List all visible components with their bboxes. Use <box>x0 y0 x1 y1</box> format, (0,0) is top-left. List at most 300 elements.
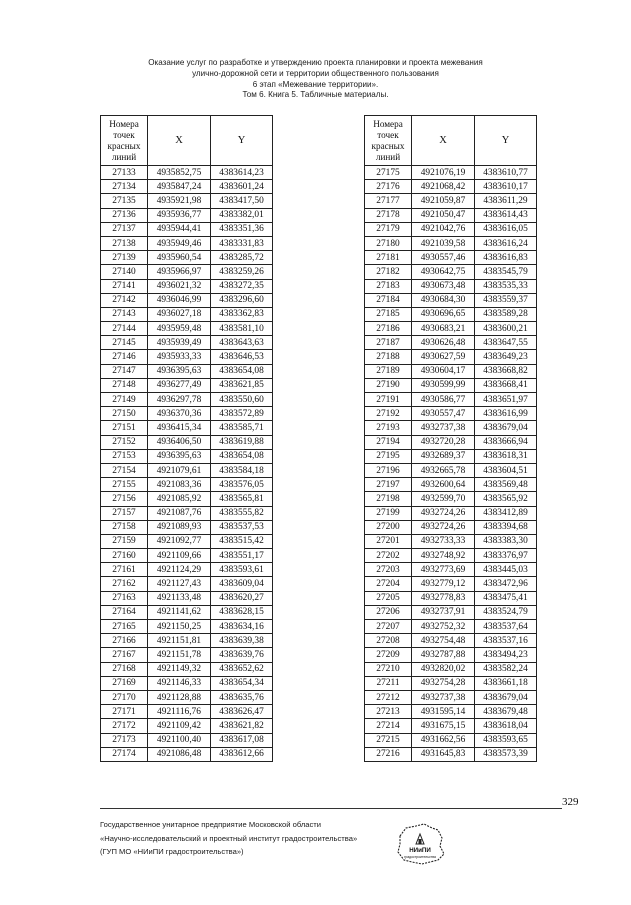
x-coordinate-cell: 4932748,92 <box>412 549 475 563</box>
table-row <box>101 747 273 761</box>
table-row <box>365 563 537 577</box>
table-row <box>365 534 537 548</box>
table-row <box>101 279 273 293</box>
header-num-word-3: красных <box>107 140 141 151</box>
table-row <box>101 705 273 719</box>
x-coordinate-cell: 4921068,42 <box>412 180 475 194</box>
y-coordinate-cell: 4383559,37 <box>475 293 537 307</box>
point-number-cell: 27200 <box>365 520 412 534</box>
x-coordinate-cell: 4921151,78 <box>148 648 211 662</box>
x-coordinate-cell: 4921085,92 <box>148 492 211 506</box>
point-number-cell: 27216 <box>365 747 412 761</box>
x-coordinate-cell: 4921092,77 <box>148 534 211 548</box>
x-coordinate-cell: 4935960,54 <box>148 251 211 265</box>
point-number-cell: 27214 <box>365 719 412 733</box>
x-coordinate-cell: 4921039,58 <box>412 236 475 250</box>
table-row <box>365 194 537 208</box>
point-number-cell: 27205 <box>365 591 412 605</box>
y-coordinate-cell: 4383601,24 <box>211 180 273 194</box>
x-coordinate-cell: 4936370,36 <box>148 407 211 421</box>
point-number-cell: 27157 <box>101 506 148 520</box>
y-coordinate-cell: 4383565,81 <box>211 492 273 506</box>
table-row <box>365 591 537 605</box>
header-num-word-2: точек <box>113 129 135 140</box>
y-coordinate-cell: 4383545,79 <box>475 265 537 279</box>
point-number-cell: 27206 <box>365 605 412 619</box>
point-number-cell: 27136 <box>101 208 148 222</box>
point-number-cell: 27138 <box>101 236 148 250</box>
point-number-cell: 27207 <box>365 620 412 634</box>
y-coordinate-cell: 4383661,18 <box>475 676 537 690</box>
x-coordinate-cell: 4932665,78 <box>412 463 475 477</box>
footer-line-3: (ГУП МО «НИиПИ градостроительства») <box>100 847 244 856</box>
point-number-cell: 27182 <box>365 265 412 279</box>
table-row <box>101 478 273 492</box>
y-coordinate-cell: 4383618,31 <box>475 449 537 463</box>
point-number-cell: 27142 <box>101 293 148 307</box>
x-coordinate-cell: 4932787,88 <box>412 648 475 662</box>
y-coordinate-cell: 4383537,16 <box>475 634 537 648</box>
point-number-cell: 27153 <box>101 449 148 463</box>
point-number-cell: 27170 <box>101 690 148 704</box>
y-coordinate-cell: 4383376,97 <box>475 549 537 563</box>
footer-line-1: Государственное унитарное предприятие Московской области <box>100 820 322 829</box>
table-row <box>101 265 273 279</box>
table-row <box>365 520 537 534</box>
y-coordinate-cell: 4383611,29 <box>475 194 537 208</box>
y-coordinate-cell: 4383616,83 <box>475 251 537 265</box>
header-line-2: улично-дорожной сети и территории общественного пользования <box>192 68 439 78</box>
x-coordinate-cell: 4935959,48 <box>148 322 211 336</box>
table-row <box>365 620 537 634</box>
y-coordinate-cell: 4383412,89 <box>475 506 537 520</box>
x-coordinate-cell: 4932689,37 <box>412 449 475 463</box>
y-coordinate-cell: 4383654,08 <box>211 364 273 378</box>
x-coordinate-cell: 4921141,62 <box>148 605 211 619</box>
point-number-cell: 27187 <box>365 336 412 350</box>
table-row <box>101 180 273 194</box>
x-coordinate-cell: 4935936,77 <box>148 208 211 222</box>
table-row <box>101 648 273 662</box>
point-number-cell: 27188 <box>365 350 412 364</box>
y-coordinate-cell: 4383646,53 <box>211 350 273 364</box>
point-number-cell: 27169 <box>101 676 148 690</box>
x-coordinate-cell: 4931595,14 <box>412 705 475 719</box>
x-coordinate-cell: 4935949,46 <box>148 236 211 250</box>
point-number-cell: 27151 <box>101 421 148 435</box>
x-coordinate-cell: 4930627,59 <box>412 350 475 364</box>
footer-divider <box>100 808 562 809</box>
y-coordinate-cell: 4383635,76 <box>211 690 273 704</box>
x-coordinate-cell: 4921150,25 <box>148 620 211 634</box>
y-coordinate-cell: 4383593,65 <box>475 733 537 747</box>
table-row <box>365 690 537 704</box>
point-number-cell: 27150 <box>101 407 148 421</box>
y-coordinate-cell: 4383647,55 <box>475 336 537 350</box>
point-number-cell: 27183 <box>365 279 412 293</box>
x-coordinate-cell: 4930604,17 <box>412 364 475 378</box>
x-coordinate-cell: 4935966,97 <box>148 265 211 279</box>
table-row <box>101 591 273 605</box>
point-number-cell: 27203 <box>365 563 412 577</box>
table-row <box>365 492 537 506</box>
header-y: Y <box>475 116 537 166</box>
table-row <box>365 662 537 676</box>
point-number-cell: 27177 <box>365 194 412 208</box>
table-row <box>101 236 273 250</box>
table-row <box>101 336 273 350</box>
x-coordinate-cell: 4930557,47 <box>412 407 475 421</box>
y-coordinate-cell: 4383654,08 <box>211 449 273 463</box>
table-row <box>101 634 273 648</box>
x-coordinate-cell: 4921149,32 <box>148 662 211 676</box>
point-number-cell: 27140 <box>101 265 148 279</box>
y-coordinate-cell: 4383475,41 <box>475 591 537 605</box>
x-coordinate-cell: 4935933,33 <box>148 350 211 364</box>
y-coordinate-cell: 4383643,63 <box>211 336 273 350</box>
x-coordinate-cell: 4931675,15 <box>412 719 475 733</box>
y-coordinate-cell: 4383668,41 <box>475 378 537 392</box>
y-coordinate-cell: 4383394,68 <box>475 520 537 534</box>
table-row <box>101 322 273 336</box>
header-y: Y <box>211 116 273 166</box>
x-coordinate-cell: 4921128,88 <box>148 690 211 704</box>
point-number-cell: 27186 <box>365 322 412 336</box>
y-coordinate-cell: 4383565,92 <box>475 492 537 506</box>
y-coordinate-cell: 4383296,60 <box>211 293 273 307</box>
x-coordinate-cell: 4936406,50 <box>148 435 211 449</box>
table-row <box>365 605 537 619</box>
point-number-cell: 27197 <box>365 478 412 492</box>
table-row <box>365 208 537 222</box>
y-coordinate-cell: 4383639,38 <box>211 634 273 648</box>
x-coordinate-cell: 4930683,21 <box>412 322 475 336</box>
point-number-cell: 27173 <box>101 733 148 747</box>
y-coordinate-cell: 4383417,50 <box>211 194 273 208</box>
table-row <box>101 293 273 307</box>
y-coordinate-cell: 4383551,17 <box>211 549 273 563</box>
table-row <box>101 251 273 265</box>
logo-text-2: градостроительства <box>404 855 436 859</box>
table-row <box>101 463 273 477</box>
table-row <box>365 364 537 378</box>
y-coordinate-cell: 4383550,60 <box>211 393 273 407</box>
y-coordinate-cell: 4383649,23 <box>475 350 537 364</box>
x-coordinate-cell: 4921083,36 <box>148 478 211 492</box>
x-coordinate-cell: 4936395,63 <box>148 449 211 463</box>
table-row <box>365 180 537 194</box>
point-number-cell: 27193 <box>365 421 412 435</box>
y-coordinate-cell: 4383614,23 <box>211 166 273 180</box>
header-num-word-2: точек <box>377 129 399 140</box>
y-coordinate-cell: 4383614,43 <box>475 208 537 222</box>
y-coordinate-cell: 4383537,53 <box>211 520 273 534</box>
point-number-cell: 27199 <box>365 506 412 520</box>
x-coordinate-cell: 4936021,32 <box>148 279 211 293</box>
x-coordinate-cell: 4936046,99 <box>148 293 211 307</box>
coordinates-table-right <box>364 115 537 762</box>
point-number-cell: 27195 <box>365 449 412 463</box>
y-coordinate-cell: 4383652,62 <box>211 662 273 676</box>
table-row <box>101 208 273 222</box>
x-coordinate-cell: 4921042,76 <box>412 222 475 236</box>
table-row <box>365 435 537 449</box>
x-coordinate-cell: 4932724,26 <box>412 520 475 534</box>
point-number-cell: 27135 <box>101 194 148 208</box>
table-row <box>101 407 273 421</box>
x-coordinate-cell: 4930684,30 <box>412 293 475 307</box>
header-point-numbers <box>365 116 412 166</box>
y-coordinate-cell: 4383524,79 <box>475 605 537 619</box>
x-coordinate-cell: 4921059,87 <box>412 194 475 208</box>
point-number-cell: 27215 <box>365 733 412 747</box>
table-row <box>365 648 537 662</box>
table-row <box>101 534 273 548</box>
point-number-cell: 27147 <box>101 364 148 378</box>
header-num-word-4: линий <box>375 151 401 162</box>
header-x: X <box>412 116 475 166</box>
table-row <box>101 307 273 321</box>
y-coordinate-cell: 4383593,61 <box>211 563 273 577</box>
table-row <box>101 364 273 378</box>
table-row <box>365 407 537 421</box>
header-line-4: Том 6. Книга 5. Табличные материалы. <box>242 90 389 100</box>
table-row <box>101 166 273 180</box>
table-row <box>365 307 537 321</box>
table-row <box>365 449 537 463</box>
x-coordinate-cell: 4930599,99 <box>412 378 475 392</box>
y-coordinate-cell: 4383654,34 <box>211 676 273 690</box>
x-coordinate-cell: 4932820,02 <box>412 662 475 676</box>
point-number-cell: 27196 <box>365 463 412 477</box>
footer-line-2: «Научно-исследовательский и проектный институт градостроительства» <box>100 833 358 843</box>
header-num-word-4: линий <box>111 151 137 162</box>
table-row <box>101 577 273 591</box>
institute-logo <box>394 822 446 866</box>
header-line-1: Оказание услуг по разработке и утверждению проекта планировки и проекта межевания <box>148 58 483 67</box>
x-coordinate-cell: 4932600,64 <box>412 478 475 492</box>
point-number-cell: 27148 <box>101 378 148 392</box>
table-row <box>101 605 273 619</box>
point-number-cell: 27204 <box>365 577 412 591</box>
y-coordinate-cell: 4383259,26 <box>211 265 273 279</box>
y-coordinate-cell: 4383585,71 <box>211 421 273 435</box>
point-number-cell: 27210 <box>365 662 412 676</box>
header-num-word-3: красных <box>371 140 405 151</box>
point-number-cell: 27198 <box>365 492 412 506</box>
point-number-cell: 27209 <box>365 648 412 662</box>
table-row <box>101 506 273 520</box>
x-coordinate-cell: 4931662,56 <box>412 733 475 747</box>
table-row <box>365 251 537 265</box>
table-row <box>365 421 537 435</box>
point-number-cell: 27159 <box>101 534 148 548</box>
x-coordinate-cell: 4930557,46 <box>412 251 475 265</box>
y-coordinate-cell: 4383619,88 <box>211 435 273 449</box>
y-coordinate-cell: 4383621,82 <box>211 719 273 733</box>
table-row <box>365 166 537 180</box>
point-number-cell: 27181 <box>365 251 412 265</box>
point-number-cell: 27158 <box>101 520 148 534</box>
document-header <box>0 58 631 101</box>
y-coordinate-cell: 4383628,15 <box>211 605 273 619</box>
x-coordinate-cell: 4931645,83 <box>412 747 475 761</box>
x-coordinate-cell: 4921050,47 <box>412 208 475 222</box>
header-num-word-1: Номера <box>109 118 139 129</box>
y-coordinate-cell: 4383679,04 <box>475 690 537 704</box>
table-row <box>365 222 537 236</box>
y-coordinate-cell: 4383472,96 <box>475 577 537 591</box>
point-number-cell: 27163 <box>101 591 148 605</box>
y-coordinate-cell: 4383616,99 <box>475 407 537 421</box>
point-number-cell: 27144 <box>101 322 148 336</box>
x-coordinate-cell: 4921133,48 <box>148 591 211 605</box>
table-row <box>101 620 273 634</box>
y-coordinate-cell: 4383584,18 <box>211 463 273 477</box>
x-coordinate-cell: 4921116,76 <box>148 705 211 719</box>
table-row <box>365 336 537 350</box>
table-row <box>365 733 537 747</box>
point-number-cell: 27152 <box>101 435 148 449</box>
x-coordinate-cell: 4921076,19 <box>412 166 475 180</box>
table-row <box>365 279 537 293</box>
x-coordinate-cell: 4935939,49 <box>148 336 211 350</box>
table-row <box>365 577 537 591</box>
y-coordinate-cell: 4383679,04 <box>475 421 537 435</box>
x-coordinate-cell: 4921127,43 <box>148 577 211 591</box>
table-row <box>365 293 537 307</box>
point-number-cell: 27191 <box>365 393 412 407</box>
y-coordinate-cell: 4383612,66 <box>211 747 273 761</box>
y-coordinate-cell: 4383351,36 <box>211 222 273 236</box>
point-number-cell: 27156 <box>101 492 148 506</box>
x-coordinate-cell: 4932737,38 <box>412 690 475 704</box>
table-body-right <box>365 166 537 762</box>
point-number-cell: 27176 <box>365 180 412 194</box>
y-coordinate-cell: 4383617,08 <box>211 733 273 747</box>
y-coordinate-cell: 4383537,64 <box>475 620 537 634</box>
y-coordinate-cell: 4383620,27 <box>211 591 273 605</box>
header-x: X <box>148 116 211 166</box>
table-row <box>101 393 273 407</box>
y-coordinate-cell: 4383285,72 <box>211 251 273 265</box>
table-row <box>101 194 273 208</box>
y-coordinate-cell: 4383634,16 <box>211 620 273 634</box>
table-row <box>101 350 273 364</box>
x-coordinate-cell: 4935852,75 <box>148 166 211 180</box>
table-row <box>101 492 273 506</box>
point-number-cell: 27146 <box>101 350 148 364</box>
point-number-cell: 27164 <box>101 605 148 619</box>
y-coordinate-cell: 4383600,21 <box>475 322 537 336</box>
y-coordinate-cell: 4383679,48 <box>475 705 537 719</box>
table-row <box>101 378 273 392</box>
x-coordinate-cell: 4932754,28 <box>412 676 475 690</box>
point-number-cell: 27192 <box>365 407 412 421</box>
point-number-cell: 27194 <box>365 435 412 449</box>
table-row <box>365 393 537 407</box>
x-coordinate-cell: 4921146,33 <box>148 676 211 690</box>
x-coordinate-cell: 4921100,40 <box>148 733 211 747</box>
point-number-cell: 27133 <box>101 166 148 180</box>
table-row <box>365 322 537 336</box>
table-row <box>101 733 273 747</box>
y-coordinate-cell: 4383610,17 <box>475 180 537 194</box>
point-number-cell: 27143 <box>101 307 148 321</box>
y-coordinate-cell: 4383666,94 <box>475 435 537 449</box>
x-coordinate-cell: 4921089,93 <box>148 520 211 534</box>
y-coordinate-cell: 4383445,03 <box>475 563 537 577</box>
table-row <box>365 378 537 392</box>
point-number-cell: 27139 <box>101 251 148 265</box>
table-row <box>101 520 273 534</box>
x-coordinate-cell: 4921109,42 <box>148 719 211 733</box>
document-footer <box>100 818 357 859</box>
y-coordinate-cell: 4383383,30 <box>475 534 537 548</box>
y-coordinate-cell: 4383604,51 <box>475 463 537 477</box>
y-coordinate-cell: 4383610,77 <box>475 166 537 180</box>
x-coordinate-cell: 4932773,69 <box>412 563 475 577</box>
x-coordinate-cell: 4936297,78 <box>148 393 211 407</box>
y-coordinate-cell: 4383651,97 <box>475 393 537 407</box>
coordinates-table-left <box>100 115 273 762</box>
y-coordinate-cell: 4383272,35 <box>211 279 273 293</box>
point-number-cell: 27185 <box>365 307 412 321</box>
table-row <box>101 662 273 676</box>
y-coordinate-cell: 4383618,04 <box>475 719 537 733</box>
point-number-cell: 27166 <box>101 634 148 648</box>
y-coordinate-cell: 4383621,85 <box>211 378 273 392</box>
y-coordinate-cell: 4383569,48 <box>475 478 537 492</box>
x-coordinate-cell: 4921086,48 <box>148 747 211 761</box>
table-row <box>365 705 537 719</box>
y-coordinate-cell: 4383362,83 <box>211 307 273 321</box>
x-coordinate-cell: 4932737,91 <box>412 605 475 619</box>
point-number-cell: 27172 <box>101 719 148 733</box>
x-coordinate-cell: 4921124,29 <box>148 563 211 577</box>
x-coordinate-cell: 4932733,33 <box>412 534 475 548</box>
x-coordinate-cell: 4932599,70 <box>412 492 475 506</box>
x-coordinate-cell: 4936277,49 <box>148 378 211 392</box>
y-coordinate-cell: 4383668,82 <box>475 364 537 378</box>
table-row <box>365 236 537 250</box>
header-point-numbers <box>101 116 148 166</box>
point-number-cell: 27178 <box>365 208 412 222</box>
table-header-row <box>101 116 273 166</box>
table-row <box>101 421 273 435</box>
logo-text-1: НИиПИ <box>409 847 431 854</box>
table-row <box>101 449 273 463</box>
y-coordinate-cell: 4383576,05 <box>211 478 273 492</box>
point-number-cell: 27155 <box>101 478 148 492</box>
point-number-cell: 27213 <box>365 705 412 719</box>
table-row <box>101 690 273 704</box>
point-number-cell: 27202 <box>365 549 412 563</box>
point-number-cell: 27134 <box>101 180 148 194</box>
point-number-cell: 27141 <box>101 279 148 293</box>
point-number-cell: 27161 <box>101 563 148 577</box>
point-number-cell: 27179 <box>365 222 412 236</box>
x-coordinate-cell: 4930696,65 <box>412 307 475 321</box>
x-coordinate-cell: 4930673,48 <box>412 279 475 293</box>
y-coordinate-cell: 4383382,01 <box>211 208 273 222</box>
table-row <box>365 478 537 492</box>
point-number-cell: 27174 <box>101 747 148 761</box>
table-row <box>365 676 537 690</box>
table-row <box>101 549 273 563</box>
point-number-cell: 27211 <box>365 676 412 690</box>
x-coordinate-cell: 4936395,63 <box>148 364 211 378</box>
